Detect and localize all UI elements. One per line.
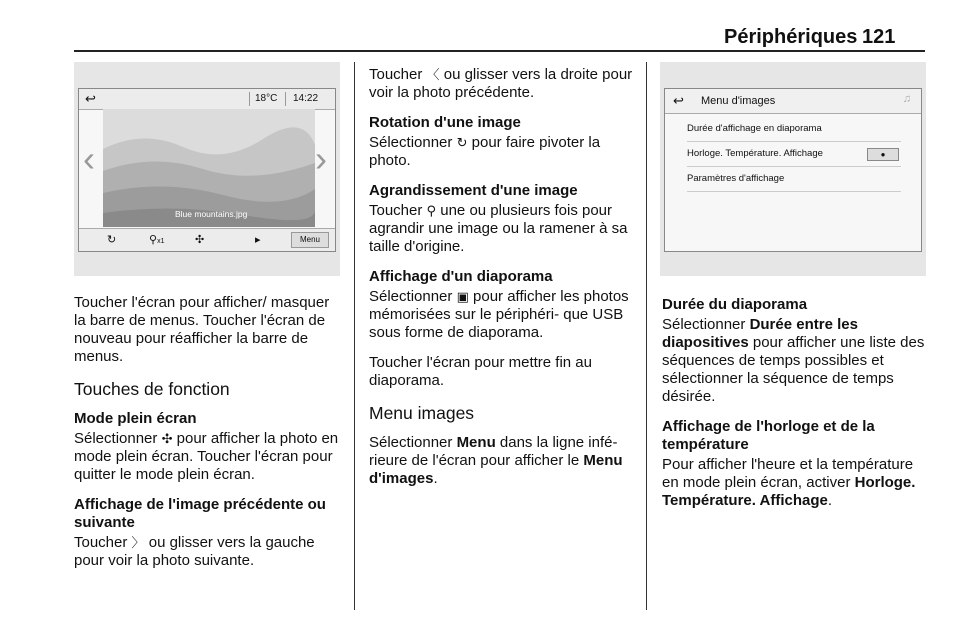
page-title: Périphériques bbox=[724, 26, 858, 48]
fullscreen-heading: Mode plein écran bbox=[74, 410, 197, 427]
clock-heading: Affichage de l'horloge et de la température bbox=[662, 418, 875, 453]
menu-images-screen bbox=[664, 88, 922, 252]
slideshow-heading: Affichage d'un diaporama bbox=[369, 268, 553, 285]
column-3 bbox=[662, 296, 928, 522]
back-icon[interactable]: ↩ bbox=[85, 91, 96, 106]
rotate-icon: ↻ bbox=[456, 135, 468, 150]
zoom-heading: Agrandissement d'une image bbox=[369, 182, 578, 199]
menu-images-section-title: Menu images bbox=[369, 403, 475, 423]
zoom-icon: ⚲ bbox=[426, 203, 437, 218]
toggle-icon[interactable]: ● bbox=[867, 148, 899, 161]
menu-button[interactable]: Menu bbox=[291, 232, 329, 248]
temperature-readout: 18°C bbox=[255, 93, 278, 104]
chevron-left-icon: 〈 bbox=[426, 67, 440, 82]
duration-heading: Durée du diaporama bbox=[662, 296, 808, 313]
zoom-block: Agrandissement d'une image Toucher ⚲ une ou plusieurs fois pour agrandir une image ou la ramener à sa taille d'origine. bbox=[369, 182, 635, 256]
rotate-heading: Rotation d'une image bbox=[369, 114, 521, 131]
clock-block: Affichage de l'horloge et de la température Pour afficher l'heure et la température en mode plein écran, activer Horloge. Température. Affichage. bbox=[662, 418, 928, 510]
section-title: Touches de fonction bbox=[74, 379, 230, 399]
slideshow-icon[interactable]: ▸ bbox=[255, 234, 261, 246]
fullscreen-icon[interactable]: ✣ bbox=[195, 234, 205, 246]
back-icon[interactable]: ↩ bbox=[673, 93, 684, 108]
photo-viewer-screen bbox=[78, 88, 336, 252]
fullscreen-icon: ✣ bbox=[161, 431, 173, 446]
menu-images-title: Menu d'images bbox=[701, 95, 776, 107]
page-number: 121 bbox=[862, 26, 896, 48]
column-divider-2 bbox=[646, 62, 647, 610]
rotate-icon[interactable]: ↻ bbox=[107, 234, 117, 246]
page-header bbox=[0, 0, 960, 58]
zoom-level: x1 bbox=[157, 238, 165, 245]
intro-paragraph: Toucher l'écran pour afficher/ masquer la barre de menus. Toucher l'écran de nouveau pour réafficher la barre de menus. bbox=[74, 294, 330, 365]
prev-next-heading: Affichage de l'image précédente ou suivante bbox=[74, 496, 326, 531]
photo-viewer-figure bbox=[74, 62, 340, 276]
music-note-icon[interactable]: ♫ bbox=[902, 93, 911, 105]
menu-item-display-settings[interactable]: Paramètres d'affichage bbox=[687, 167, 901, 192]
photo-viewer-toolbar bbox=[79, 228, 335, 251]
rotate-block: Rotation d'une image Sélectionner ↻ pour faire pivoter la photo. bbox=[369, 114, 635, 170]
fullscreen-block: Mode plein écran Sélectionner ✣ pour afficher la photo en mode plein écran. Toucher l'écran pour quitter le mode plein écran. bbox=[74, 410, 344, 484]
chevron-right-icon: 〉 bbox=[131, 535, 145, 550]
menu-images-paragraph: Sélectionner Menu dans la ligne infé- rieure de l'écran pour afficher le Menu d'images. bbox=[369, 434, 623, 487]
header-rule bbox=[74, 50, 925, 52]
slideshow-end-paragraph: Toucher l'écran pour mettre fin au diaporama. bbox=[369, 354, 592, 389]
duration-block: Durée du diaporama Sélectionner Durée entre les diapositives pour afficher une liste des séquences de temps possibles et sélectionner la séquence de temps désirée. bbox=[662, 296, 928, 406]
prev-next-block: Affichage de l'image précédente ou suivante Toucher 〉 ou glisser vers la gauche pour voir la photo suivante. bbox=[74, 496, 344, 570]
menu-item-slideshow-duration[interactable]: Durée d'affichage en diaporama bbox=[687, 117, 901, 142]
previous-photo-paragraph: Toucher 〈 ou glisser vers la droite pour voir la photo précédente. bbox=[369, 66, 633, 101]
slideshow-block: Affichage d'un diaporama Sélectionner ▣ pour afficher les photos mémorisées sur le périphéri- que USB sous forme de diaporama. bbox=[369, 268, 635, 342]
menu-images-header bbox=[665, 89, 921, 114]
menu-images-figure bbox=[660, 62, 926, 276]
menu-item-clock-temperature[interactable]: Horloge. Température. Affichage ● bbox=[687, 142, 901, 167]
column-2 bbox=[369, 66, 635, 500]
next-arrow-icon[interactable]: › bbox=[315, 138, 327, 179]
zoom-icon[interactable]: ⚲x1 bbox=[149, 234, 165, 246]
slideshow-icon: ▣ bbox=[456, 289, 469, 304]
time-readout: 14:22 bbox=[293, 93, 319, 104]
photo-viewer-status-bar bbox=[79, 89, 335, 110]
photo-display[interactable] bbox=[103, 109, 315, 227]
column-1 bbox=[74, 294, 344, 582]
photo-caption: Blue mountains.jpg bbox=[175, 209, 248, 219]
previous-arrow-icon[interactable]: ‹ bbox=[83, 138, 95, 179]
column-divider-1 bbox=[354, 62, 355, 610]
